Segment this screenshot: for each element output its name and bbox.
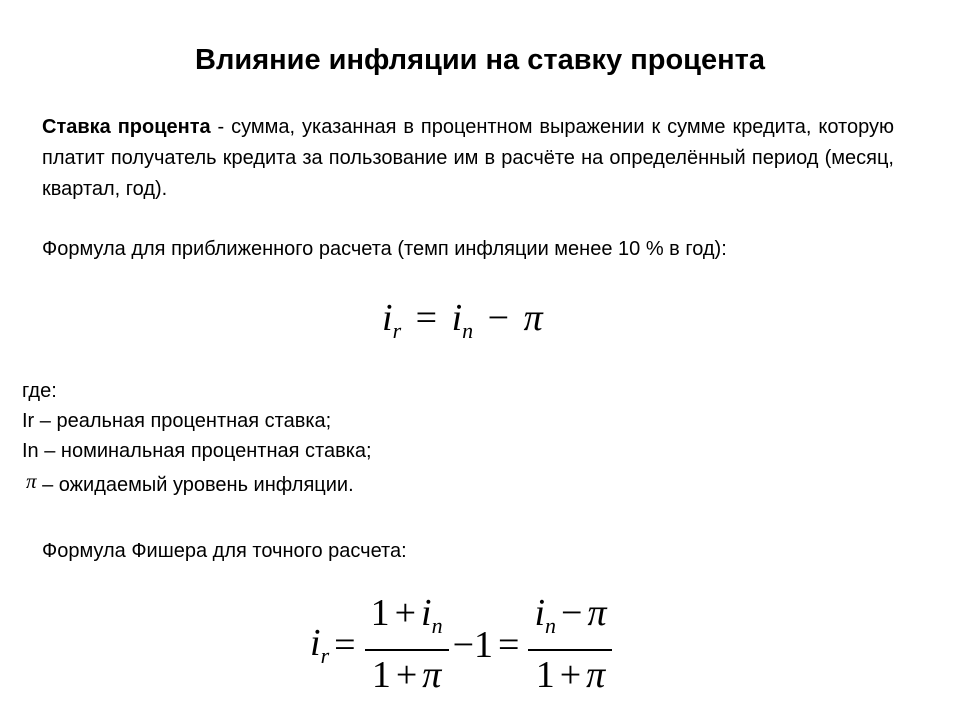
formula1-eq: = — [415, 297, 438, 339]
formula1-term2: π — [523, 297, 543, 339]
formula2-eq1: = — [334, 623, 356, 666]
frac2-den-plus: + — [559, 654, 582, 696]
frac2-den-a: 1 — [535, 654, 555, 696]
formula1-lhs-sub: r — [392, 318, 402, 343]
formula2-minus-one: −1 — [452, 623, 493, 666]
formula2-lhs: i — [310, 621, 321, 664]
slide-title: Влияние инфляции на ставку процента — [195, 44, 765, 76]
frac2-num-minus: − — [561, 592, 583, 634]
frac1-num-plus: + — [394, 592, 416, 634]
frac2-num-a: i — [534, 592, 545, 634]
fisher-formula-label: Формула Фишера для точного расчета: — [42, 540, 407, 562]
legend-heading: где: — [22, 380, 57, 402]
approx-formula — [382, 296, 543, 344]
frac2-den-b: π — [586, 654, 606, 696]
frac1-den-plus: + — [395, 654, 418, 696]
legend-item-in: In – номинальная процентная ставка; — [22, 440, 372, 462]
formula1-minus: − — [487, 297, 510, 339]
formula2-fraction-1 — [365, 592, 449, 697]
frac1-den-b: π — [422, 654, 442, 696]
formula2-eq2: = — [498, 623, 520, 666]
formula1-lhs: i — [382, 297, 393, 339]
definition-text: - сумма, указанная в процентном выражении к сумме кредита, которую платит получатель кредита за пользование им в расчёте на определённый период (месяц, квартал, год). — [42, 116, 894, 200]
approx-formula-label: Формула для приближенного расчета (темп инфляции менее 10 % в год): — [42, 238, 727, 260]
legend-item-pi — [22, 466, 372, 500]
frac1-den-a: 1 — [371, 654, 391, 696]
formula2-fraction-2 — [528, 592, 612, 697]
frac1-num-b-sub: n — [431, 613, 443, 638]
frac1-num-a: 1 — [370, 592, 390, 634]
definition-paragraph — [42, 112, 894, 205]
fisher-formula — [310, 592, 616, 697]
variable-legend — [22, 376, 372, 500]
frac2-num-b: π — [587, 592, 607, 634]
formula1-term1: i — [451, 297, 463, 339]
legend-item-pi-text: – ожидаемый уровень инфляции. — [36, 474, 354, 496]
formula1-term1-sub: n — [462, 318, 474, 343]
frac2-num-a-sub: n — [545, 613, 556, 638]
pi-symbol: π — [26, 469, 37, 493]
frac1-num-b: i — [421, 592, 432, 634]
formula2-lhs-sub: r — [320, 642, 330, 668]
definition-term: Ставка процента — [42, 116, 211, 138]
legend-item-ir: Ir – реальная процентная ставка; — [22, 410, 332, 432]
